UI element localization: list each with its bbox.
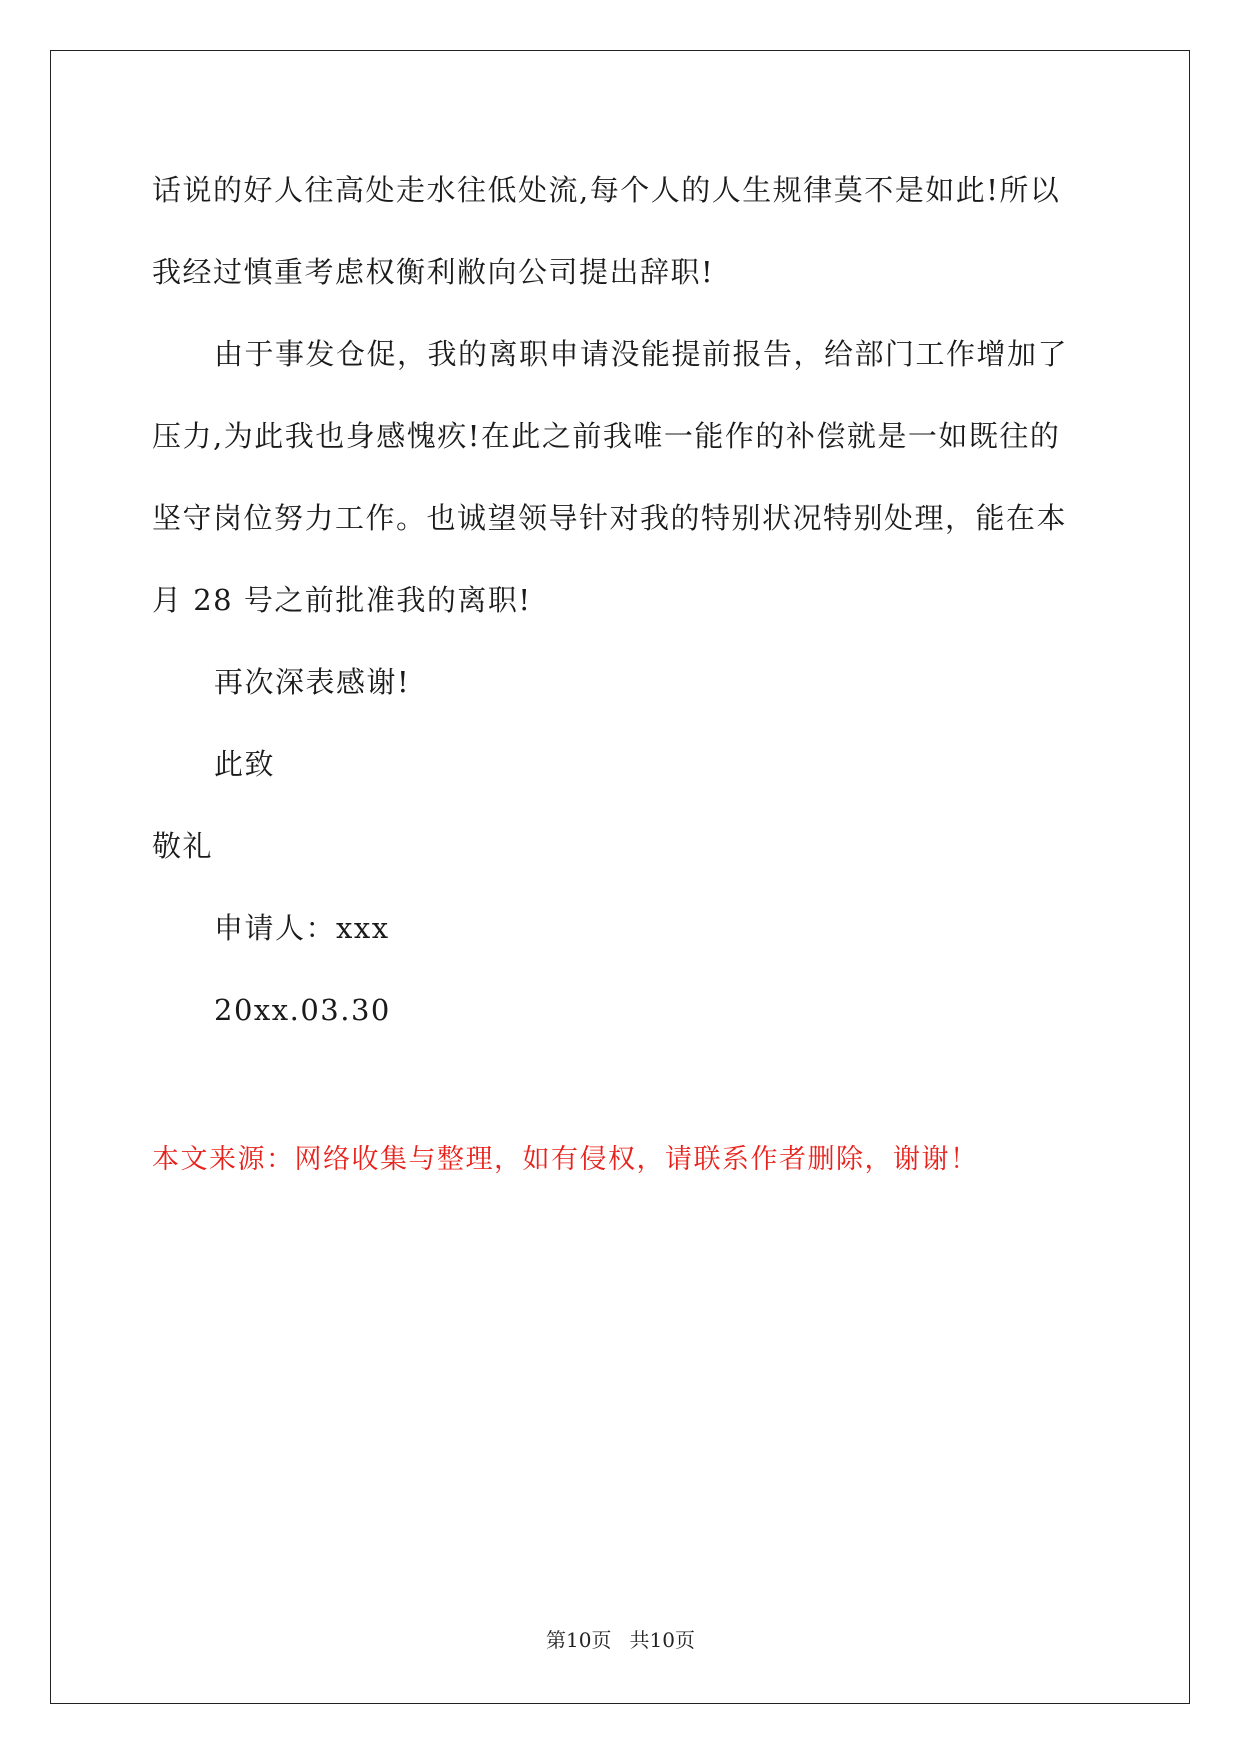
body-line-1: 话说的好人往高处走水往低处流,每个人的人生规律莫不是如此!所以 — [152, 173, 1061, 207]
body-line-5: 坚守岗位努力工作。也诚望领导针对我的特别状况特别处理，能在本 — [152, 501, 1068, 535]
closing-line: 此致 — [214, 747, 276, 781]
date-line: 20xx.03.30 — [214, 993, 391, 1027]
page-total: 共10页 — [629, 1628, 695, 1652]
page-border — [50, 50, 1190, 1704]
source-notice: 本文来源：网络收集与整理，如有侵权，请联系作者删除，谢谢！ — [152, 1144, 979, 1175]
applicant-line: 申请人：xxx — [214, 911, 390, 945]
body-line-3: 由于事发仓促，我的离职申请没能提前报告，给部门工作增加了 — [214, 337, 1069, 371]
body-line-6: 月 28 号之前批准我的离职! — [152, 583, 532, 617]
salutation-line: 敬礼 — [152, 829, 214, 863]
page-footer — [0, 1626, 1241, 1654]
body-line-2: 我经过慎重考虑权衡利敝向公司提出辞职! — [152, 255, 715, 289]
thanks-line: 再次深表感谢! — [214, 665, 411, 699]
page-number: 第10页 — [546, 1628, 612, 1652]
body-line-4: 压力,为此我也身感愧疚!在此之前我唯一能作的补偿就是一如既往的 — [152, 419, 1061, 453]
